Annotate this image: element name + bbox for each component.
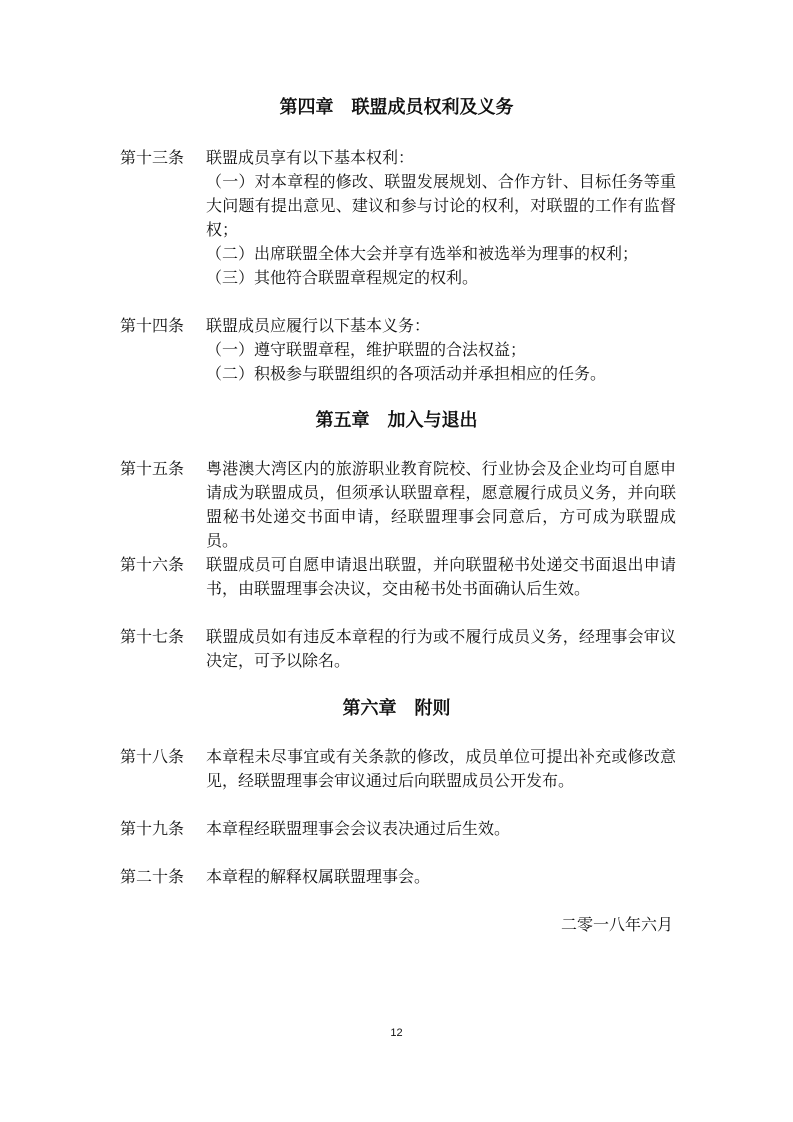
signature-date: 二零一八年六月 — [560, 915, 673, 934]
article-intro: 联盟成员享有以下基本权利： — [206, 148, 415, 167]
article-number: 第十六条 — [120, 555, 185, 574]
article-clause-1: （一）对本章程的修改、联盟发展规划、合作方针、目标任务等重大问题有提出意见、建议和参与讨论的权利，对联盟的工作有监督权； — [206, 172, 676, 239]
article-clause-3: （三）其他符合联盟章程规定的权利。 — [206, 268, 479, 287]
article-clause-2: （二）出席联盟全体大会并享有选举和被选举为理事的权利； — [206, 244, 639, 263]
article-clause-2: （二）积极参与联盟组织的各项活动并承担相应的任务。 — [206, 364, 607, 383]
article-intro: 联盟成员应履行以下基本义务： — [206, 316, 431, 335]
article-body: 本章程的解释权属联盟理事会。 — [206, 867, 431, 886]
article-body: 本章程经联盟理事会会议表决通过后生效。 — [206, 819, 511, 838]
article-number: 第十五条 — [120, 459, 185, 478]
article-number: 第十九条 — [120, 819, 185, 838]
chapter-5-title: 第五章 加入与退出 — [315, 410, 478, 431]
article-number: 第二十条 — [120, 867, 185, 886]
article-body — [206, 314, 676, 386]
article-number: 第十四条 — [120, 316, 185, 335]
article-clause-1: （一）遵守联盟章程，维护联盟的合法权益； — [206, 340, 527, 359]
page-number: 12 — [390, 1027, 403, 1039]
article-body — [206, 146, 676, 290]
chapter-4-title: 第四章 联盟成员权利及义务 — [279, 97, 514, 118]
article-body: 粤港澳大湾区内的旅游职业教育院校、行业协会及企业均可自愿申请成为联盟成员，但须承认联盟章程，愿意履行成员义务，并向联盟秘书处递交书面申请，经联盟理事会同意后，方可成为联盟成员。 — [206, 459, 676, 550]
article-number: 第十八条 — [120, 747, 185, 766]
chapter-6-title: 第六章 附则 — [342, 698, 451, 719]
article-body: 联盟成员可自愿申请退出联盟，并向联盟秘书处递交书面退出申请书，由联盟理事会决议，交由秘书处书面确认后生效。 — [206, 555, 676, 598]
article-number: 第十七条 — [120, 627, 185, 646]
article-body: 联盟成员如有违反本章程的行为或不履行成员义务，经理事会审议决定，可予以除名。 — [206, 627, 676, 670]
article-number: 第十三条 — [120, 148, 185, 167]
article-body: 本章程未尽事宜或有关条款的修改，成员单位可提出补充或修改意见，经联盟理事会审议通过后向联盟成员公开发布。 — [206, 747, 676, 790]
